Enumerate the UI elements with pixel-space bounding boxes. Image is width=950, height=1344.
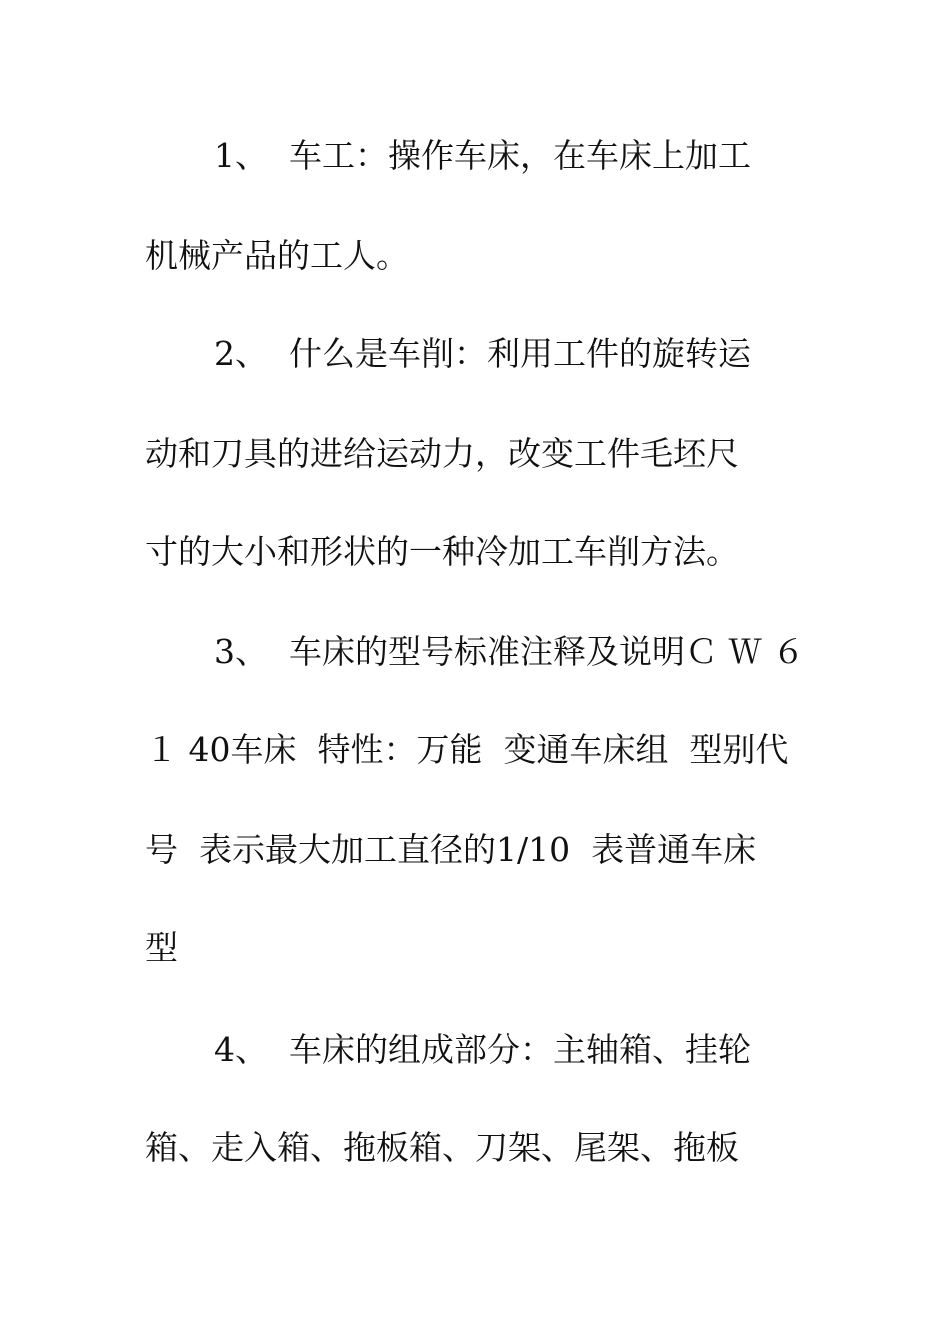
paragraph-2-line-2: 动和刀具的进给运动力，改变工件毛坯尺 — [145, 434, 739, 473]
paragraph-2-line-1: 2、 什么是车削：利用工件的旋转运 — [214, 334, 751, 373]
paragraph-2-line-3: 寸的大小和形状的一种冷加工车削方法。 — [145, 532, 739, 571]
paragraph-3-line-1: 3、 车床的型号标准注释及说明Ｃ Ｗ ６ — [214, 632, 805, 671]
paragraph-3-line-4: 型 — [145, 928, 178, 967]
paragraph-3-line-3: 号 表示最大加工直径的1/10 表普通车床 — [145, 830, 757, 869]
paragraph-1-line-1: 1、 车工：操作车床，在车床上加工 — [214, 136, 751, 175]
paragraph-4-line-2: 箱、走入箱、拖板箱、刀架、尾架、拖板 — [145, 1128, 739, 1167]
paragraph-3-line-2: １ 40车床 特性：万能 变通车床组 型别代 — [145, 730, 789, 769]
paragraph-4-line-1: 4、 车床的组成部分：主轴箱、挂轮 — [214, 1030, 751, 1069]
paragraph-1-line-2: 机械产品的工人。 — [145, 236, 409, 275]
